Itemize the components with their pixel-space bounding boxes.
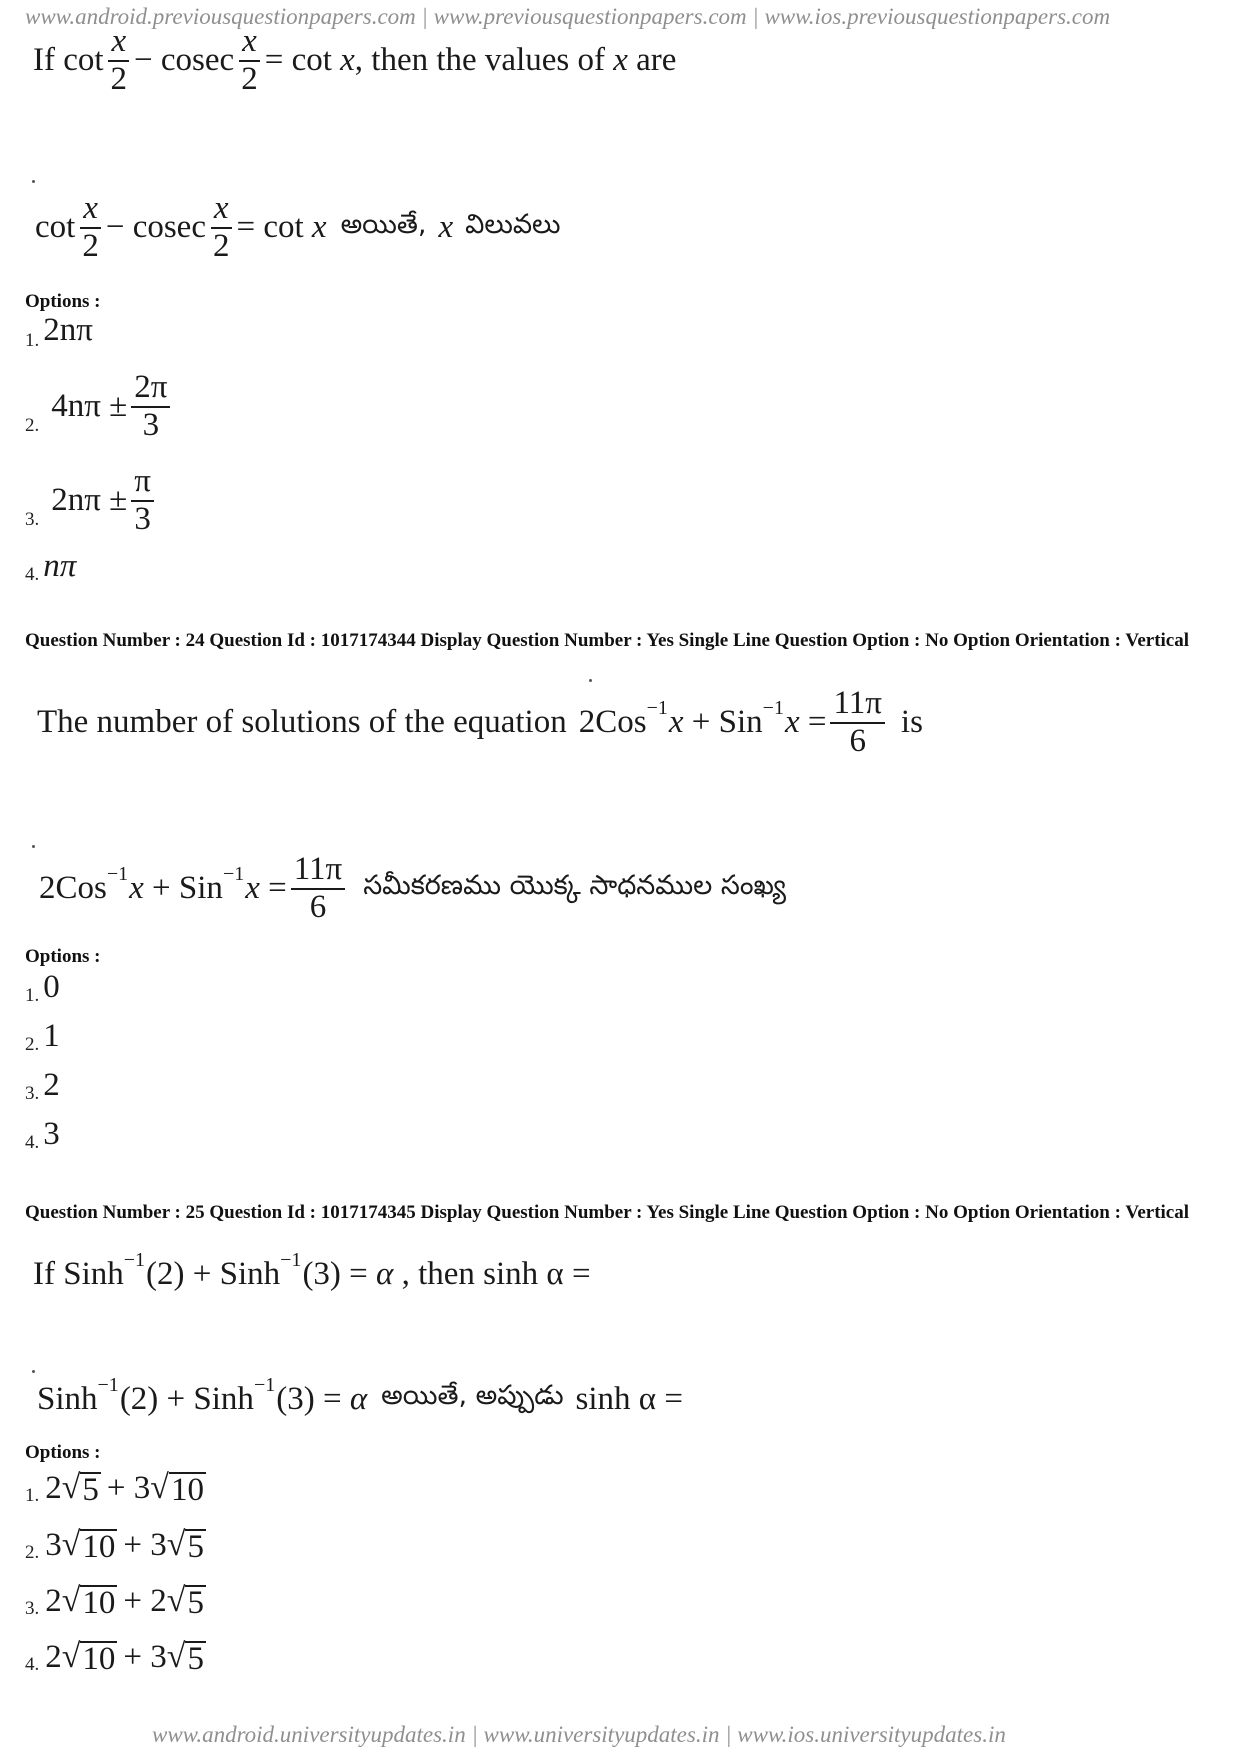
q24-english-question: The number of solutions of the equation 2 Cos −1 x + Sin −1 x = $\frac{11\pi}{6}$ is <box>37 685 923 759</box>
q23-option-4[interactable]: 4. nπ <box>25 548 77 585</box>
q24-option-4[interactable]: 4. 3 <box>25 1116 60 1153</box>
q25-meta: Question Number : 25 Question Id : 1017174345 Display Question Number : Yes Single Line Question Option : No Option Orientation : Vertical <box>25 1202 1190 1223</box>
q23-option-3[interactable]: 3. 2nπ ± $\frac{\pi}{3}$ <box>25 458 158 531</box>
q23-option-2[interactable]: 2. 4nπ ± $\frac{2\pi}{3}$ <box>25 364 174 437</box>
q25-option-4[interactable]: 4. 2 √ 10 + 3 √ 5 <box>25 1638 204 1677</box>
q24-telugu-question: 2 Cos −1 x + Sin −1 x = $\frac{11\pi}{6}$ సమీకరణము యొక్క సాధనముల సంఖ్య <box>39 851 786 925</box>
q24-option-2[interactable]: 2. 1 <box>25 1018 60 1055</box>
q23-telugu-question: cot $\frac{x}{2}$ − cosec $\frac{x}{2}$ = cot x అయితే, x విలువలు <box>35 190 561 264</box>
q25-telugu-question: Sinh −1 (2) + Sinh −1 (3) = α అయితే, అప్పుడు sinh α = <box>37 1373 683 1417</box>
q25-option-3[interactable]: 3. 2 √ 10 + 2 √ 5 <box>25 1582 204 1621</box>
q23-english-question: If cot $\frac{x}{2}$ − cosec $\frac{x}{2}$ = cot x , then the values of x are <box>33 23 677 97</box>
q24-option-1[interactable]: 1. 0 <box>25 969 60 1006</box>
q23-options-label: Options : <box>25 291 101 312</box>
q24-options-label: Options : <box>25 946 101 967</box>
stray-dot <box>32 845 35 848</box>
q25-options-label: Options : <box>25 1442 101 1463</box>
q25-option-2[interactable]: 2. 3 √ 10 + 3 √ 5 <box>25 1526 204 1565</box>
q23-option-1[interactable]: 1. 2nπ <box>25 312 93 351</box>
top-watermark: www.android.previousquestionpapers.com | www.previousquestionpapers.com | www.ios.previousquestionpapers.com <box>25 4 1111 29</box>
bottom-watermark: www.android.universityupdates.in | www.universityupdates.in | www.ios.universityupdates.in <box>152 1722 1006 1747</box>
q24-option-3[interactable]: 3. 2 <box>25 1067 60 1104</box>
stray-dot <box>32 180 35 183</box>
q24-meta: Question Number : 24 Question Id : 1017174344 Display Question Number : Yes Single Line Question Option : No Option Orientation : Vertical <box>25 630 1190 651</box>
q25-english-question: If Sinh −1 (2) + Sinh −1 (3) = α , then sinh α = <box>33 1249 591 1292</box>
stray-dot <box>32 1370 35 1373</box>
stray-dot <box>589 679 592 682</box>
q25-option-1[interactable]: 1. 2 √ 5 + 3 √ 10 <box>25 1469 204 1508</box>
